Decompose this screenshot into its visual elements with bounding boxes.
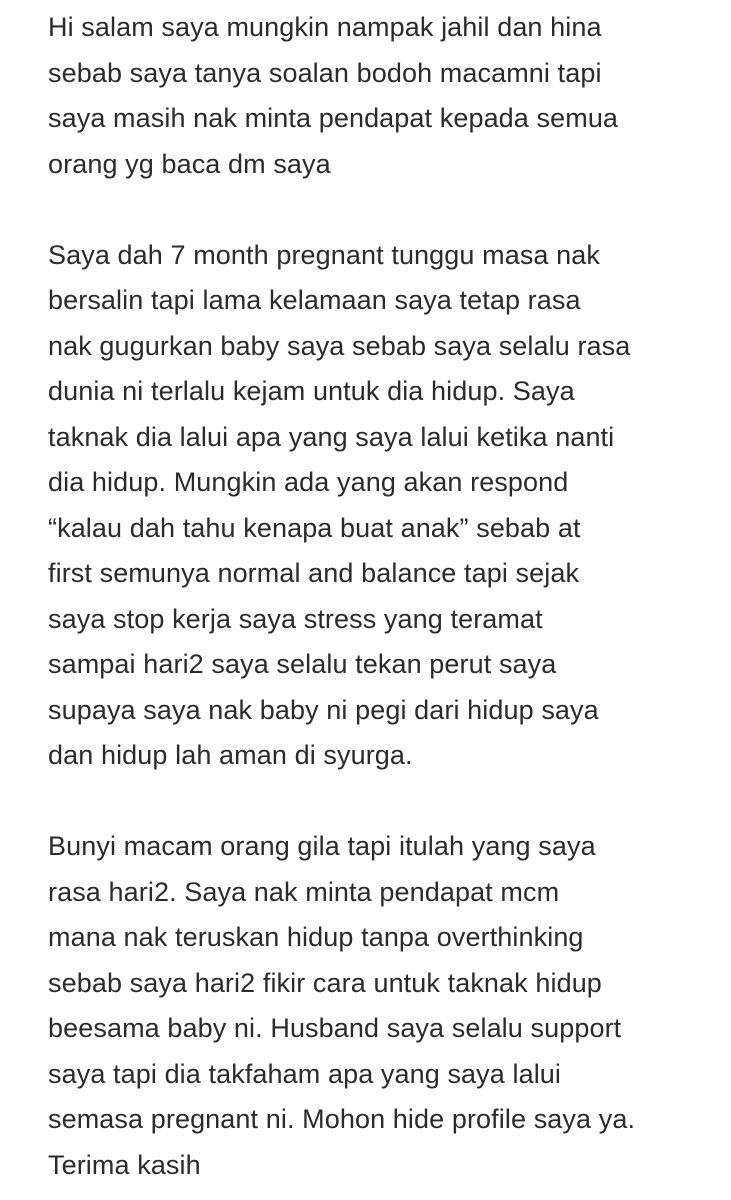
- paragraph-spacer: [48, 779, 718, 825]
- paragraph-request: [48, 824, 718, 1188]
- text-line: “kalau dah tahu kenapa buat anak” sebab at: [48, 512, 581, 543]
- message-body: [48, 0, 718, 1188]
- text-line: rasa hari2. Saya nak minta pendapat mcm: [48, 876, 560, 907]
- text-line: sampai hari2 saya selalu tekan perut saya: [48, 649, 557, 679]
- text-line: saya tapi dia takfaham apa yang saya lalui: [48, 1058, 562, 1089]
- text-line: Bunyi macam orang gila tapi itulah yang saya: [48, 831, 596, 861]
- text-line: dan hidup lah aman di syurga.: [48, 740, 413, 770]
- text-line: nak gugurkan baby saya sebab saya selalu rasa: [48, 330, 631, 361]
- text-line: bersalin tapi lama kelamaan saya tetap rasa: [48, 285, 581, 315]
- paragraph-spacer: [48, 187, 718, 233]
- text-line: taknak dia lalui apa yang saya lalui ketika nanti: [48, 421, 615, 452]
- text-line: first semunya normal and balance tapi sejak: [48, 558, 580, 588]
- text-line: sebab saya tanya soalan bodoh macamni tapi: [48, 57, 602, 88]
- text-line: orang yg baca dm saya: [48, 148, 331, 179]
- text-line: Hi salam saya mungkin nampak jahil dan hina: [48, 12, 602, 42]
- text-line: saya stop kerja saya stress yang teramat: [48, 603, 543, 634]
- text-line: dunia ni terlalu kejam untuk dia hidup. Saya: [48, 376, 575, 406]
- text-line: semasa pregnant ni. Mohon hide profile saya ya.: [48, 1104, 636, 1134]
- text-line: sebab saya hari2 fikir cara untuk taknak hidup: [48, 967, 602, 998]
- text-line: supaya saya nak baby ni pegi dari hidup saya: [48, 694, 599, 725]
- text-line: mana nak teruskan hidup tanpa overthinking: [48, 922, 584, 952]
- text-line: beesama baby ni. Husband saya selalu support: [48, 1013, 622, 1043]
- text-line: dia hidup. Mungkin ada yang akan respond: [48, 467, 569, 497]
- text-line: saya masih nak minta pendapat kepada semua: [48, 103, 619, 133]
- paragraph-intro: [48, 5, 718, 187]
- text-line: Saya dah 7 month pregnant tunggu masa nak: [48, 239, 600, 270]
- text-line: Terima kasih: [48, 1149, 201, 1180]
- paragraph-story: [48, 233, 718, 779]
